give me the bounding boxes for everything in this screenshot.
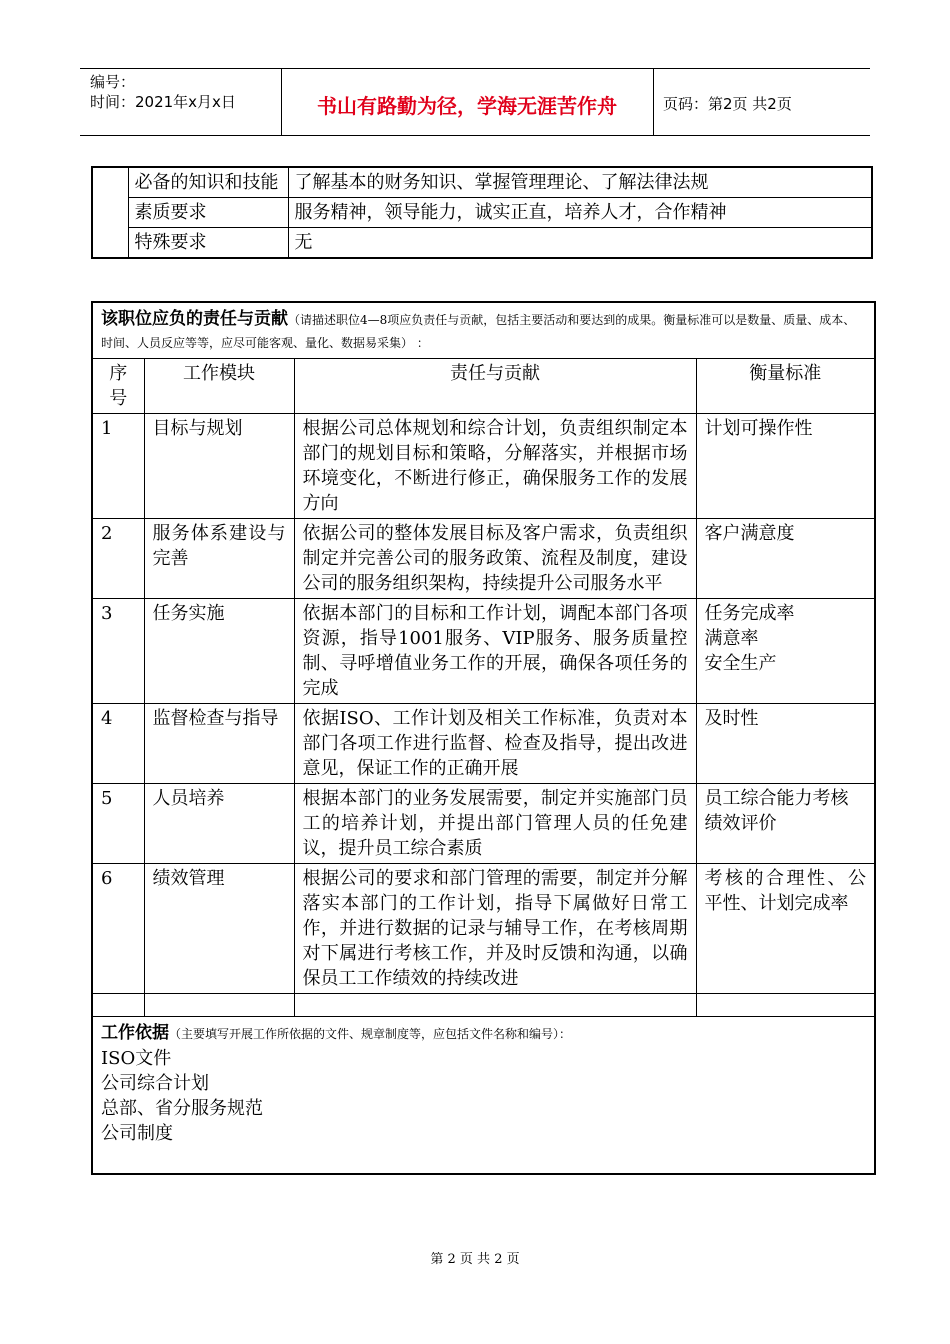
requirement-label: 素质要求 xyxy=(128,198,288,228)
table-row xyxy=(92,784,875,864)
empty-cell xyxy=(294,994,696,1017)
empty-row xyxy=(92,994,875,1017)
table-row xyxy=(92,599,875,704)
work-basis-item: 公司制度 xyxy=(101,1123,173,1144)
work-module: 任务实施 xyxy=(144,599,294,704)
requirement-value: 服务精神，领导能力，诚实正直，培养人才，合作精神 xyxy=(288,198,872,228)
measure-standard: 及时性 xyxy=(696,704,875,784)
column-header-module: 工作模块 xyxy=(144,359,294,414)
requirement-value: 无 xyxy=(288,228,872,259)
header-top-rule xyxy=(80,68,870,69)
work-basis-row xyxy=(92,1017,875,1175)
work-module: 人员培养 xyxy=(144,784,294,864)
duty-description: 根据公司的要求和部门管理的需要，制定并分解落实本部门的工作计划，指导下属做好日常工作，并进行数据的记录与辅导工作，在考核周期对下属进行考核工作，并及时反馈和沟通，以确保员工工作绩效的持续改进 xyxy=(294,864,696,994)
requirement-value: 了解基本的财务知识、掌握管理理论、了解法律法规 xyxy=(288,167,872,198)
work-module: 服务体系建设与完善 xyxy=(144,519,294,599)
duties-table xyxy=(91,301,876,1175)
work-basis-title: 工作依据 xyxy=(101,1023,169,1043)
header-meta xyxy=(90,72,236,112)
empty-cell xyxy=(92,994,144,1017)
measure-standard: 员工综合能力考核 绩效评价 xyxy=(696,784,875,864)
duties-title: 该职位应负的责任与贡献 xyxy=(101,309,288,329)
duties-title-row xyxy=(92,302,875,359)
empty-cell xyxy=(696,994,875,1017)
work-basis-item: 公司综合计划 xyxy=(101,1073,209,1094)
requirement-label: 必备的知识和技能 xyxy=(128,167,288,198)
measure-standard: 考核的合理性、公平性、计划完成率 xyxy=(696,864,875,994)
work-basis-note: （主要填写开展工作所依据的文件、规章制度等，应包括文件名称和编号）： xyxy=(169,1027,572,1041)
row-number: 5 xyxy=(92,784,144,864)
measure-standard: 计划可操作性 xyxy=(696,414,875,519)
work-basis-item: 总部、省分服务规范 xyxy=(101,1098,263,1119)
table-row xyxy=(92,704,875,784)
document-time-label: 时间：2021年x月x日 xyxy=(90,93,236,111)
work-module: 目标与规划 xyxy=(144,414,294,519)
work-module: 监督检查与指导 xyxy=(144,704,294,784)
column-header-duty: 责任与贡献 xyxy=(294,359,696,414)
row-number: 1 xyxy=(92,414,144,519)
table-row xyxy=(92,519,875,599)
duty-description: 依据公司的整体发展目标及客户需求，负责组织制定并完善公司的服务政策、流程及制度，建设公司的服务组织架构，持续提升公司服务水平 xyxy=(294,519,696,599)
header-divider xyxy=(653,68,654,136)
page-number-label: 页码：第2页 共2页 xyxy=(663,95,792,113)
page-footer: 第 2 页 共 2 页 xyxy=(430,1252,520,1267)
table-row xyxy=(92,864,875,994)
table-row xyxy=(92,167,872,198)
duty-description: 根据公司总体规划和综合计划，负责组织制定本部门的规划目标和策略，分解落实，并根据市场环境变化，不断进行修正，确保服务工作的发展方向 xyxy=(294,414,696,519)
table-row xyxy=(92,228,872,259)
work-module: 绩效管理 xyxy=(144,864,294,994)
row-number: 2 xyxy=(92,519,144,599)
column-header-no: 序号 xyxy=(92,359,144,414)
duties-title-cell xyxy=(92,302,875,359)
duties-note: （请描述职位4—8项应负责任与贡献，包括主要活动和要达到的成果。衡量标准可以是数量、质量、成本、时间、人员反应等等，应尽可能客观、量化、数据易采集） ： xyxy=(101,313,856,350)
column-header-measure: 衡量标准 xyxy=(696,359,875,414)
duties-header-row xyxy=(92,359,875,414)
document-number-label: 编号： xyxy=(90,73,136,91)
row-number: 4 xyxy=(92,704,144,784)
table-row xyxy=(92,414,875,519)
duty-description: 依据本部门的目标和工作计划，调配本部门各项资源，指导1001服务、VIP服务、服务质量控制、寻呼增值业务工作的开展，确保各项任务的完成 xyxy=(294,599,696,704)
row-number: 3 xyxy=(92,599,144,704)
header-bottom-rule xyxy=(80,135,870,136)
requirements-group-cell xyxy=(92,167,128,258)
row-number: 6 xyxy=(92,864,144,994)
measure-standard: 客户满意度 xyxy=(696,519,875,599)
duty-description: 根据本部门的业务发展需要，制定并实施部门员工的培养计划，并提出部门管理人员的任免建议，提升员工综合素质 xyxy=(294,784,696,864)
measure-standard: 任务完成率 满意率 安全生产 xyxy=(696,599,875,704)
table-row xyxy=(92,198,872,228)
duty-description: 依据ISO、工作计划及相关工作标准，负责对本部门各项工作进行监督、检查及指导，提出改进意见，保证工作的正确开展 xyxy=(294,704,696,784)
header-motto: 书山有路勤为径，学海无涯苦作舟 xyxy=(317,94,617,118)
work-basis-cell xyxy=(92,1017,875,1175)
empty-cell xyxy=(144,994,294,1017)
work-basis-item: ISO文件 xyxy=(101,1048,172,1069)
requirement-label: 特殊要求 xyxy=(128,228,288,259)
page-header xyxy=(80,68,870,136)
requirements-table xyxy=(91,166,873,259)
